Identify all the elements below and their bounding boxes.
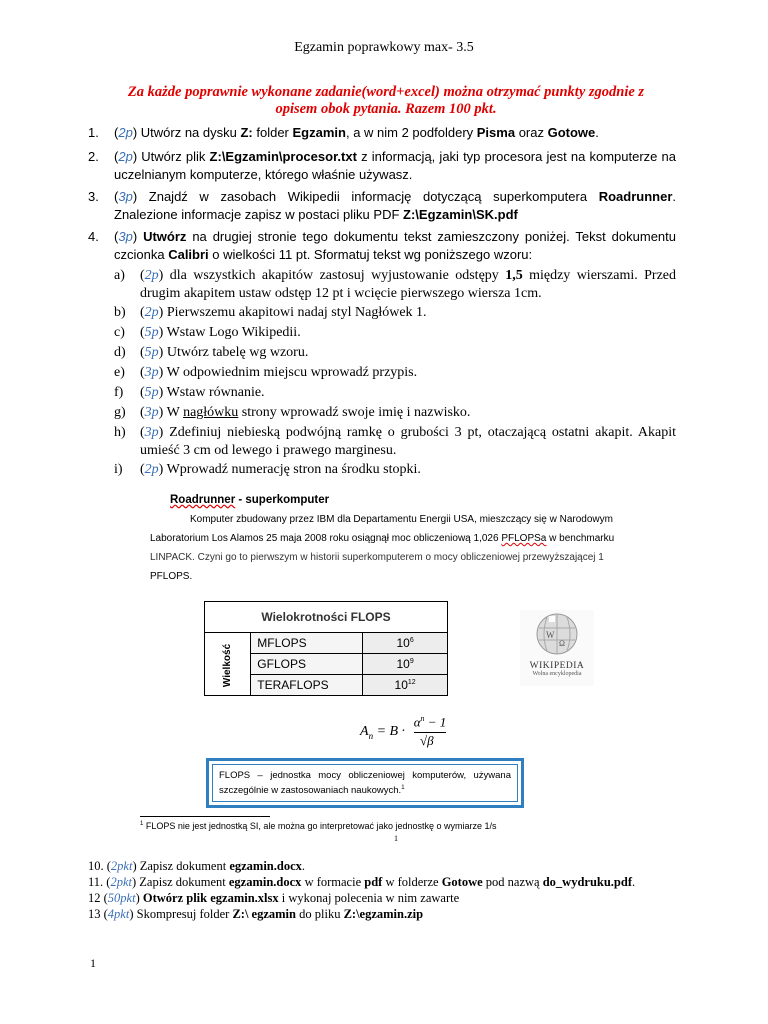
subtask-d: d) (5p) Utwórz tabelę wg wzoru. bbox=[114, 345, 309, 360]
task-3: 3. (3p) Znajdź w zasobach Wikipedii informację dotyczącą superkomputera Roadrunner. Znalezione informacje zapisz w postaci pliku PDF Z:\Egzamin\SK.pdf bbox=[88, 189, 676, 222]
table-cell-value: $10^{12}$ bbox=[363, 675, 448, 696]
subtask-a: a) (2p) dla wszystkich akapitów zastosuj wyjustowanie odstępy 1,5 między wierszami. Przed drugim akapitem ustaw odstęp 12 pt i wcięcie pierwszego wiersza 1cm. bbox=[114, 268, 676, 301]
boxed-paragraph: FLOPS – jednostka mocy obliczeniowej komputerów, używana szczególnie w zastosowaniach naukowych.$^1$ bbox=[206, 758, 524, 808]
inner-page-number: 1 bbox=[394, 834, 398, 843]
svg-text:W: W bbox=[546, 630, 555, 640]
subtask-b: b) (2p) Pierwszemu akapitowi nadaj styl Nagłówek 1. bbox=[114, 305, 427, 320]
subtask-c: c) (5p) Wstaw Logo Wikipedii. bbox=[114, 325, 301, 340]
svg-text:Ω: Ω bbox=[559, 639, 565, 648]
subtask-h: h) (3p) Zdefiniuj niebieską podwójną ramkę o grubości 3 pt, otaczającą ostatni akapit. Akapit umieść 3 cm od lewego i prawego marginesu. bbox=[114, 425, 676, 458]
flops-table bbox=[204, 601, 448, 696]
task-4: 4. (3p) Utwórz na drugiej stronie tego dokumentu tekst zamieszczony poniżej. Tekst dokumentu czcionka Calibri o wielkości 11 pt. Sformatuj tekst wg poniższego wzoru: bbox=[88, 229, 676, 262]
task-13: 13 (4pkt) Skompresuj folder Z:\ egzamin do pliku Z:\egzamin.zip bbox=[88, 907, 424, 921]
subtask-g: g) (3p) W nagłówku strony wprowadź swoje imię i nazwisko. bbox=[114, 405, 471, 420]
table-cell-unit: TERAFLOPS bbox=[251, 675, 363, 696]
wikipedia-logo bbox=[520, 610, 594, 686]
table-cell-value: $10^6$ bbox=[363, 633, 448, 654]
page-header-title: Egzamin poprawkowy max- 3.5 bbox=[294, 40, 474, 55]
table-cell-value: $10^9$ bbox=[363, 654, 448, 675]
flops-table-header: Wielokrotności FLOPS bbox=[205, 602, 448, 633]
task-10: 10. (2pkt) Zapisz dokument egzamin.docx. bbox=[88, 859, 306, 873]
table-cell-unit: GFLOPS bbox=[251, 654, 363, 675]
subtask-f: f) (5p) Wstaw równanie. bbox=[114, 385, 265, 400]
sample-document bbox=[150, 494, 615, 586]
logo-tagline: Wolna encyklopedia bbox=[532, 671, 582, 677]
task-12: 12 (50pkt) Otwórz plik egzamin.xlsx i wykonaj polecenia w nim zawarte bbox=[88, 891, 460, 905]
table-cell-unit: MFLOPS bbox=[251, 633, 363, 654]
logo-wordmark: WIKIPEDIA bbox=[529, 661, 585, 671]
sample-heading: Roadrunner - superkomputer bbox=[170, 494, 330, 506]
equation: $A_n = B$ · $\alpha^n - 1$ √β bbox=[360, 714, 447, 748]
task-1: 1. (2p) Utwórz na dysku Z: folder Egzamin, a w nim 2 podfoldery Pisma oraz Gotowe. bbox=[88, 125, 599, 140]
intro-instructions: Za każde poprawnie wykonane zadanie(word+excel) można otrzymać punkty zgodnie z opisem obok pytania. Razem 100 pkt. bbox=[127, 84, 645, 117]
footnote-separator bbox=[140, 816, 270, 817]
subtask-e: e) (3p) W odpowiednim miejscu wprowadź przypis. bbox=[114, 365, 418, 380]
flops-side-label: Wielkość bbox=[205, 633, 251, 696]
task-11: 11. (2pkt) Zapisz dokument egzamin.docx w formacie pdf w folderze Gotowe pod nazwą do_wydruku.pdf. bbox=[88, 875, 636, 889]
page-number: 1 bbox=[90, 956, 96, 970]
wikipedia-globe-icon bbox=[535, 612, 579, 656]
sample-paragraph: Komputer zbudowany przez IBM dla Departamentu Energii USA, mieszczący się w Narodowym Laboratorium Los Alamos 25 maja 2008 roku osiągnął moc obliczeniową 1,026 PFLOPSa w benchmarku LINPACK. Czyni go to pierwszym w historii superkomputerem o mocy obliczeniowej przewyższającej 1 PFLOPS. bbox=[150, 514, 615, 582]
subtask-i: i) (2p) Wprowadź numerację stron na środku stopki. bbox=[114, 462, 421, 477]
footnote: $^1$ FLOPS nie jest jednostką SI, ale można go interpretować jako jednostkę o wymiarze 1/s bbox=[140, 821, 497, 831]
task-2: 2. (2p) Utwórz plik Z:\Egzamin\procesor.txt z informacją, jaki typ procesora jest na komputerze na uczelnianym komputerze, którego właśnie używasz. bbox=[88, 149, 677, 182]
